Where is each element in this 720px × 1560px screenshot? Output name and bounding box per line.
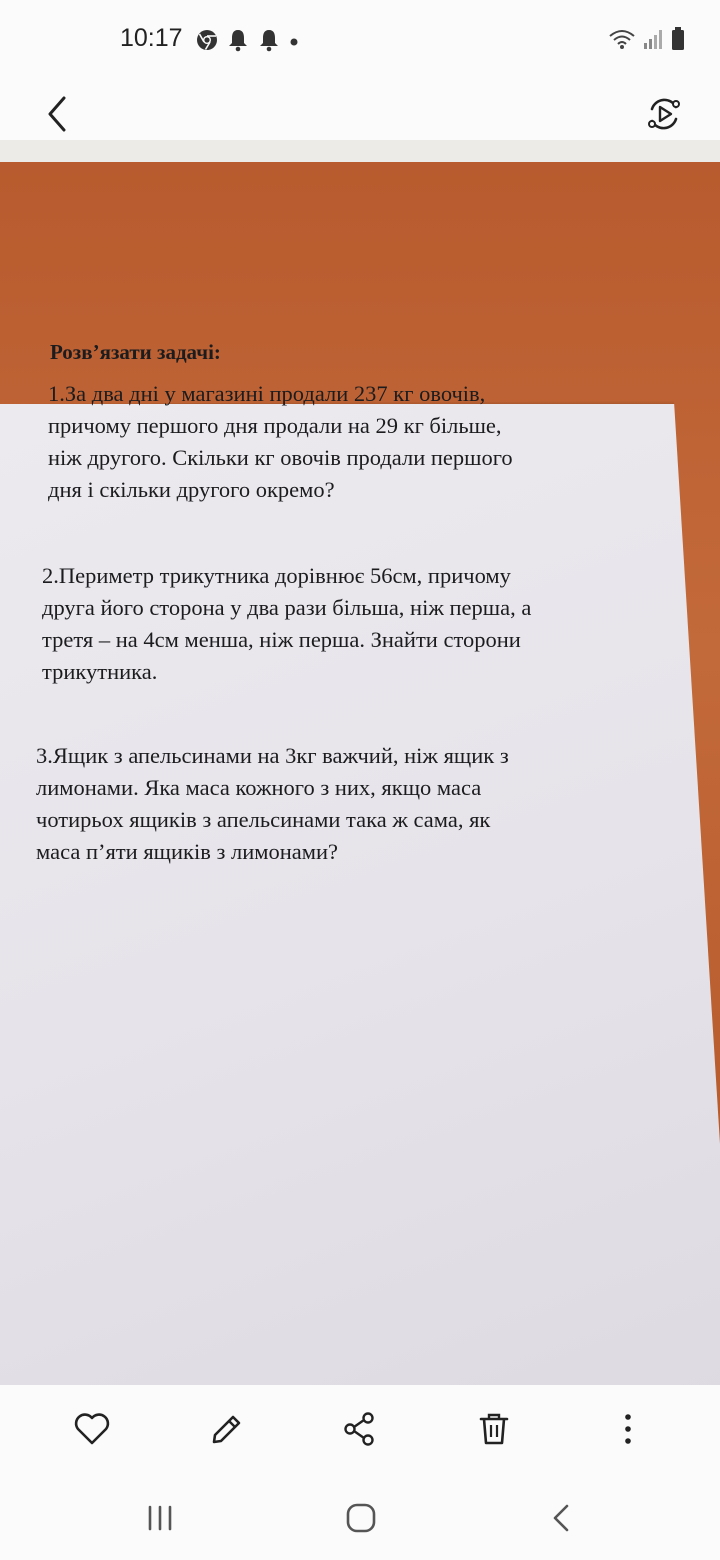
worksheet-heading: Розв’язати задачі: — [50, 340, 221, 364]
home-button[interactable] — [341, 1498, 381, 1538]
favorite-button[interactable] — [72, 1409, 112, 1449]
back-button[interactable] — [38, 92, 78, 136]
back-icon — [542, 1525, 582, 1542]
heart-icon — [72, 1436, 112, 1453]
task-3-text: 3.Ящик з апельсинами на 3кг важчий, ніж ящик з лимонами. Яка маса кожного з них, якщо маса чотирьох ящиків з апельсинами така ж сама, як маса п’яти ящиків з лимонами? — [36, 743, 509, 864]
status-left-icons — [196, 28, 299, 57]
more-options-icon — [608, 1436, 648, 1453]
dot-icon — [289, 34, 299, 52]
paper-sheet — [0, 404, 720, 1420]
signal-icon — [642, 27, 664, 56]
nav-back-button[interactable] — [542, 1498, 582, 1538]
share-icon — [340, 1436, 380, 1453]
bottom-toolbar — [0, 1385, 720, 1470]
recent-apps-button[interactable] — [140, 1498, 180, 1538]
battery-icon — [670, 26, 686, 57]
recent-apps-icon — [140, 1525, 180, 1542]
edit-button[interactable] — [206, 1409, 246, 1449]
app-bar — [0, 82, 720, 140]
notification-bell-icon — [258, 28, 280, 57]
system-nav-bar — [0, 1470, 720, 1560]
status-time: 10:17 — [120, 24, 183, 52]
edit-pencil-icon — [206, 1436, 246, 1453]
remaster-icon — [644, 121, 684, 138]
back-chevron-icon — [38, 123, 78, 140]
remaster-button[interactable] — [644, 94, 684, 134]
home-icon — [341, 1525, 381, 1542]
wifi-icon — [608, 27, 636, 56]
notification-bell-icon — [227, 28, 249, 57]
delete-trash-icon — [474, 1436, 514, 1453]
task-1-text: 1.За два дні у магазині продали 237 кг овочів, причому першого дня продали на 29 кг більше, ніж другого. Скільки кг овочів продали першого дня і скільки другого окремо? — [48, 381, 513, 502]
task-2-text: 2.Периметр трикутника дорівнює 56см, причому друга його сторона у два рази більша, ніж перша, а третя – на 4см менша, ніж перша. Знайти сторони трикутника. — [42, 563, 532, 684]
status-right-icons — [608, 26, 686, 57]
more-options-button[interactable] — [608, 1409, 648, 1449]
share-button[interactable] — [340, 1409, 380, 1449]
delete-button[interactable] — [474, 1409, 514, 1449]
chrome-icon — [196, 29, 218, 56]
status-bar — [0, 0, 720, 82]
